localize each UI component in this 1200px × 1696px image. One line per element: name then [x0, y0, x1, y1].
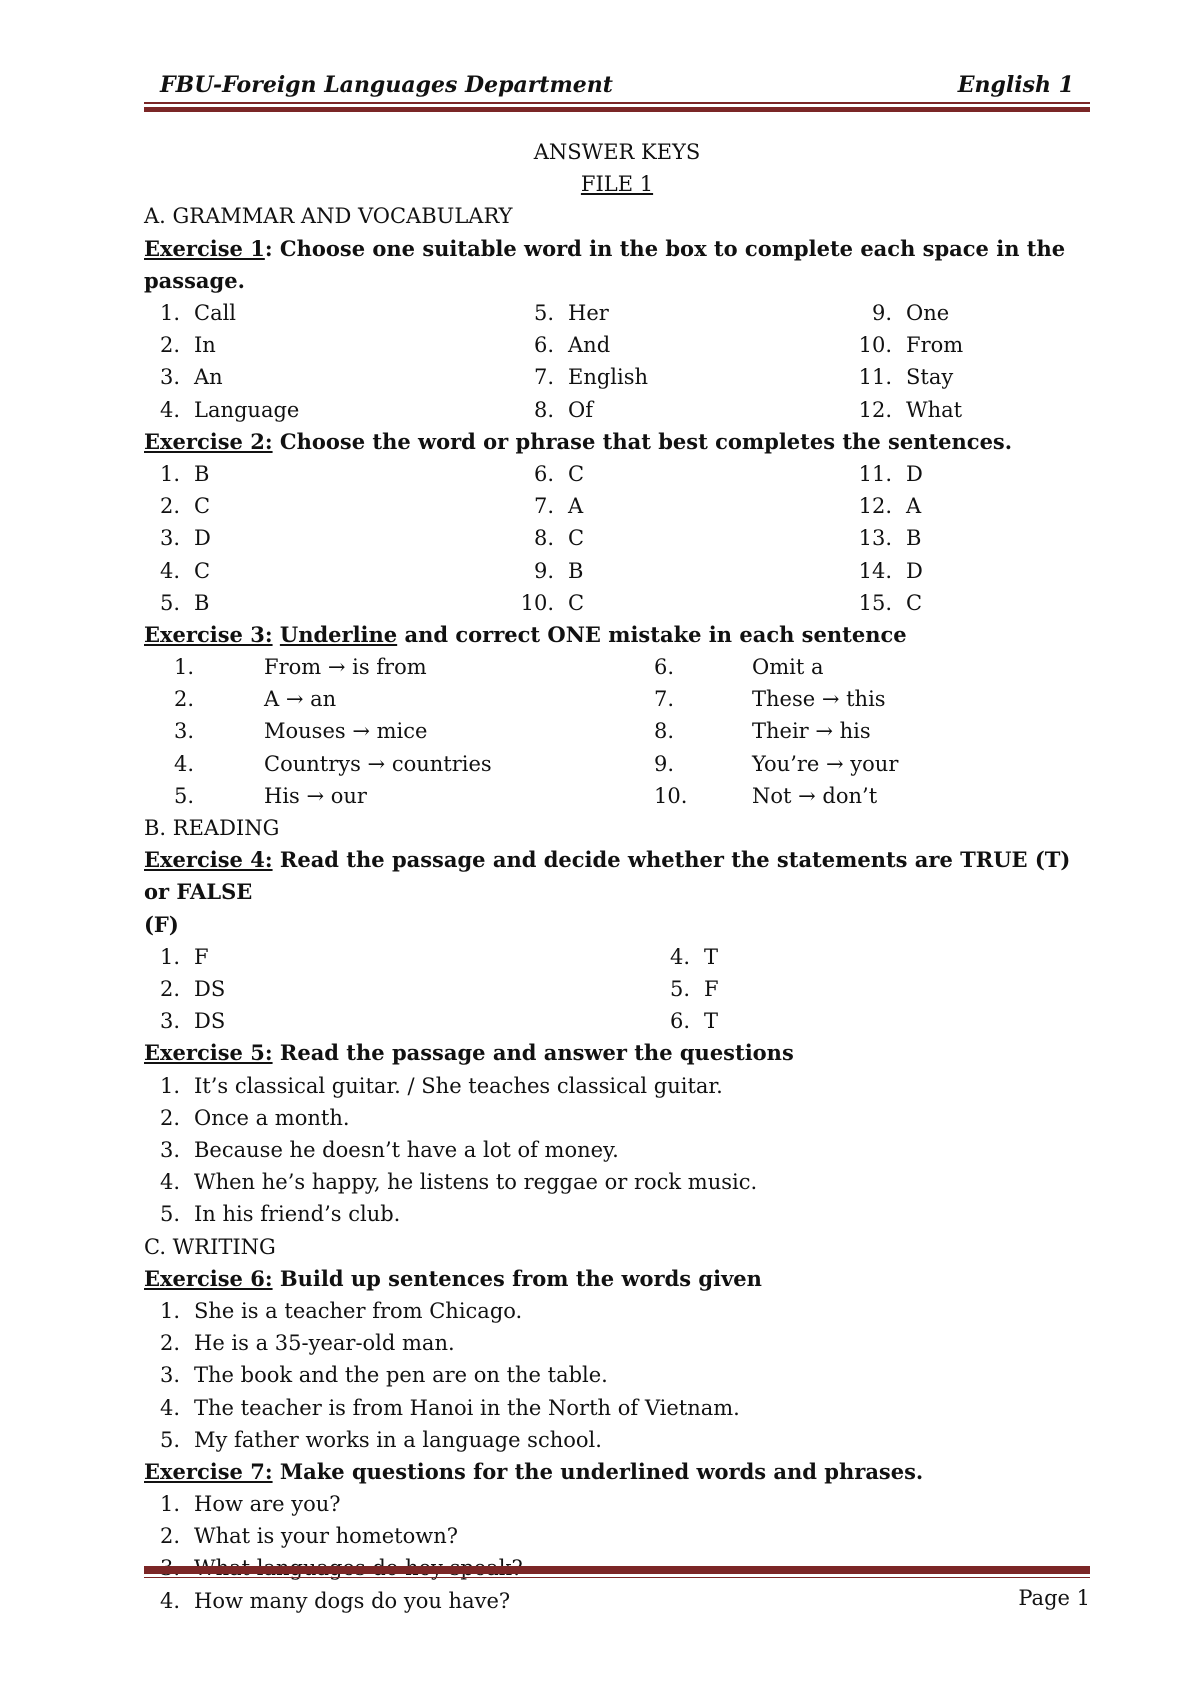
answer-text: T	[704, 944, 719, 969]
answer-text: Language	[194, 397, 300, 422]
answer-row	[144, 683, 1090, 715]
list-item	[144, 1166, 1090, 1198]
answer-text: She is a teacher from Chicago.	[194, 1298, 523, 1323]
exercise-4-heading	[144, 844, 1090, 908]
answer-number: 5.	[159, 1202, 180, 1227]
answer-text: The book and the pen are on the table.	[194, 1363, 608, 1388]
answer-text: He is a 35-year-old man.	[194, 1331, 455, 1356]
answer-text: These → this	[752, 687, 886, 712]
answer-number: 3.	[159, 1009, 180, 1034]
answer-text: When he’s happy, he listens to reggae or rock music.	[194, 1170, 758, 1195]
answer-number: 12.	[858, 494, 892, 519]
answer-item	[144, 394, 518, 426]
answer-number: 5.	[669, 977, 690, 1002]
answer-number: 8.	[533, 526, 554, 551]
answer-text: F	[194, 944, 209, 969]
answer-text: DS	[194, 1009, 226, 1034]
answer-text: His → our	[264, 783, 367, 808]
answer-row	[144, 780, 1090, 812]
answer-text: C	[906, 590, 923, 615]
answer-number: 11.	[858, 365, 892, 390]
answer-number: 3.	[174, 719, 195, 744]
answer-text: A	[906, 494, 922, 519]
list-item	[144, 1198, 1090, 1230]
answer-number: 3.	[159, 1363, 180, 1388]
answer-item	[518, 490, 856, 522]
answer-text: T	[704, 1009, 719, 1034]
footer-rule-thick	[144, 1566, 1090, 1574]
answer-number: 5.	[174, 783, 195, 808]
answer-number: 13.	[858, 526, 892, 551]
answer-text: DS	[194, 977, 226, 1002]
answer-number: 5.	[159, 590, 180, 615]
answer-item	[144, 361, 518, 393]
answer-row	[144, 748, 1090, 780]
header-rule-thick	[144, 107, 1090, 112]
answer-row	[144, 651, 1090, 683]
answer-number: 4.	[159, 1170, 180, 1195]
list-item	[144, 1102, 1090, 1134]
answer-item	[654, 683, 1090, 715]
answer-number: 14.	[858, 558, 892, 583]
answer-number: 3.	[159, 365, 180, 390]
section-b-heading: B. READING	[144, 816, 280, 841]
answer-text: And	[568, 333, 611, 358]
answer-number: 6.	[533, 333, 554, 358]
exercise-6-heading	[144, 1263, 1090, 1295]
answer-number: 12.	[858, 397, 892, 422]
answer-text: How many dogs do you have?	[194, 1588, 511, 1613]
answer-item	[144, 651, 654, 683]
answer-item	[856, 361, 1090, 393]
answer-number: 2.	[159, 1331, 180, 1356]
list-item	[144, 1424, 1090, 1456]
answer-item	[144, 297, 518, 329]
answer-number: 4.	[174, 751, 195, 776]
answer-text: D	[194, 526, 211, 551]
answer-row	[144, 715, 1090, 747]
exercise-1-heading	[144, 233, 1090, 297]
list-item	[144, 1134, 1090, 1166]
answer-text: Omit a	[752, 655, 824, 680]
answer-item	[654, 748, 1090, 780]
answer-text: Call	[194, 301, 237, 326]
exercise-4-answers	[144, 941, 1090, 1038]
answer-row	[144, 941, 1090, 973]
exercise-1-answers	[144, 297, 1090, 426]
answer-text: F	[704, 977, 719, 1002]
answer-text: From → is from	[264, 655, 427, 680]
answer-text: Mouses → mice	[264, 719, 428, 744]
answer-number: 1.	[174, 655, 195, 680]
answer-text: Once a month.	[194, 1105, 350, 1130]
exercise-3-underline-word: Underline	[279, 621, 398, 647]
answer-item	[518, 361, 856, 393]
answer-item	[856, 297, 1090, 329]
answer-number: 9.	[533, 558, 554, 583]
answer-item	[856, 490, 1090, 522]
answer-item	[654, 715, 1090, 747]
answer-item	[654, 973, 1090, 1005]
list-item	[144, 1392, 1090, 1424]
document-body	[144, 136, 1090, 1617]
page-number: Page 1	[1018, 1586, 1090, 1610]
answer-item	[856, 555, 1090, 587]
list-item	[144, 1488, 1090, 1520]
list-item	[144, 1359, 1090, 1391]
answer-item	[144, 973, 654, 1005]
answer-item	[144, 683, 654, 715]
exercise-5-answers	[144, 1070, 1090, 1231]
answer-number: 6.	[654, 655, 675, 680]
answer-row	[144, 522, 1090, 554]
page-header	[144, 72, 1090, 104]
answer-number: 2.	[159, 1105, 180, 1130]
answer-item	[518, 394, 856, 426]
answer-number: 7.	[533, 365, 554, 390]
answer-number: 4.	[159, 397, 180, 422]
answer-row	[144, 1005, 1090, 1037]
answer-text: Stay	[906, 365, 954, 390]
answer-item	[856, 458, 1090, 490]
answer-item	[144, 458, 518, 490]
exercise-1-label: Exercise 1	[144, 235, 265, 261]
answer-item	[144, 522, 518, 554]
answer-number: 8.	[654, 719, 675, 744]
answer-text: It’s classical guitar. / She teaches classical guitar.	[194, 1073, 723, 1098]
exercise-7-instruction: Make questions for the underlined words and phrases.	[272, 1458, 924, 1484]
answer-text: Because he doesn’t have a lot of money.	[194, 1138, 619, 1162]
answer-number: 9.	[654, 751, 675, 776]
answer-number: 1.	[159, 1298, 180, 1323]
answer-item	[654, 780, 1090, 812]
exercise-3-label: Exercise 3:	[144, 621, 273, 647]
answer-text: C	[194, 558, 211, 583]
exercise-2-answers	[144, 458, 1090, 619]
exercise-1-instruction: : Choose one suitable word in the box to complete each space in the passage.	[144, 235, 1066, 293]
answer-number: 4.	[159, 558, 180, 583]
answer-text: What is your hometown?	[194, 1524, 459, 1549]
answer-number: 1.	[159, 1492, 180, 1517]
answer-item	[856, 522, 1090, 554]
answer-number: 6.	[533, 461, 554, 486]
exercise-2-instruction: Choose the word or phrase that best completes the sentences.	[272, 428, 1013, 454]
answer-row	[144, 555, 1090, 587]
answer-number: 5.	[533, 301, 554, 326]
answer-text: From	[906, 333, 964, 358]
answer-text: C	[568, 526, 585, 551]
exercise-3-instruction: and correct ONE mistake in each sentence	[397, 621, 907, 647]
answer-number: 2.	[174, 687, 195, 712]
exercise-7-answers	[144, 1488, 1090, 1617]
answer-text: How are you?	[194, 1492, 341, 1517]
answer-row	[144, 587, 1090, 619]
answer-item	[856, 587, 1090, 619]
answer-number: 15.	[858, 590, 892, 615]
answer-number: 1.	[159, 944, 180, 969]
answer-text: Of	[568, 397, 593, 422]
answer-item	[144, 555, 518, 587]
answer-text: You’re → your	[752, 751, 899, 776]
header-course: English 1	[957, 72, 1074, 98]
answer-text: B	[906, 526, 922, 551]
exercise-3-answers	[144, 651, 1090, 812]
answer-text: Her	[568, 301, 609, 326]
answer-item	[144, 941, 654, 973]
section-a-heading: A. GRAMMAR AND VOCABULARY	[144, 204, 513, 229]
exercise-6-label: Exercise 6:	[144, 1265, 273, 1291]
exercise-2-label: Exercise 2:	[144, 428, 273, 454]
answer-number: 10.	[858, 333, 892, 358]
file-heading: FILE 1	[580, 172, 654, 197]
answer-text: C	[568, 590, 585, 615]
answer-item	[856, 394, 1090, 426]
answer-row	[144, 297, 1090, 329]
footer-rule-thin	[144, 1577, 1090, 1578]
answer-number: 10.	[654, 783, 688, 808]
answer-item	[518, 297, 856, 329]
answer-number: 1.	[159, 301, 180, 326]
answer-row	[144, 490, 1090, 522]
answer-number: 4.	[159, 1395, 180, 1420]
answer-text: Not → don’t	[752, 783, 878, 808]
answer-number: 11.	[858, 461, 892, 486]
answer-text: In	[194, 333, 216, 358]
answer-item	[654, 1005, 1090, 1037]
answer-item	[654, 941, 1090, 973]
answer-text: An	[194, 365, 223, 390]
answer-number: 10.	[520, 590, 554, 615]
answer-number: 4.	[159, 1588, 180, 1613]
answer-item	[518, 555, 856, 587]
answer-text: The teacher is from Hanoi in the North of Vietnam.	[194, 1395, 740, 1420]
list-item	[144, 1070, 1090, 1102]
exercise-4-label: Exercise 4:	[144, 847, 273, 873]
answer-text: A → an	[264, 687, 337, 712]
answer-row	[144, 458, 1090, 490]
answer-row	[144, 361, 1090, 393]
answer-number: 3.	[159, 1138, 180, 1162]
answer-item	[144, 780, 654, 812]
answer-number: 5.	[159, 1427, 180, 1452]
answer-item	[144, 748, 654, 780]
answer-number: 2.	[159, 494, 180, 519]
answer-row	[144, 329, 1090, 361]
exercise-2-heading	[144, 426, 1090, 458]
exercise-7-heading	[144, 1456, 1090, 1488]
doc-title: ANSWER KEYS	[533, 140, 701, 164]
answer-text: D	[906, 558, 923, 583]
answer-text: C	[194, 494, 211, 519]
answer-number: 9.	[871, 301, 892, 326]
exercise-6-answers	[144, 1295, 1090, 1456]
answer-number: 2.	[159, 977, 180, 1002]
answer-text: Countrys → countries	[264, 751, 492, 776]
answer-item	[144, 587, 518, 619]
answer-number: 7.	[533, 494, 554, 519]
exercise-5-heading	[144, 1037, 1090, 1069]
answer-item	[654, 651, 1090, 683]
answer-text: C	[568, 461, 585, 486]
answer-number: 7.	[654, 687, 675, 712]
answer-text: English	[568, 365, 649, 390]
exercise-4-instruction-cont: (F)	[144, 911, 179, 937]
answer-text: In his friend’s club.	[194, 1202, 401, 1227]
answer-item	[856, 329, 1090, 361]
list-item	[144, 1327, 1090, 1359]
answer-text: Their → his	[752, 719, 871, 744]
answer-row	[144, 394, 1090, 426]
answer-item	[518, 329, 856, 361]
header-department: FBU-Foreign Languages Department	[160, 72, 613, 98]
answer-number: 8.	[533, 397, 554, 422]
answer-item	[144, 715, 654, 747]
answer-item	[518, 522, 856, 554]
answer-number: 1.	[159, 1073, 180, 1098]
answer-item	[144, 329, 518, 361]
header-rule-thin	[144, 102, 1090, 104]
section-c-heading: C. WRITING	[144, 1234, 276, 1259]
answer-number: 2.	[159, 1524, 180, 1549]
exercise-6-instruction: Build up sentences from the words given	[272, 1265, 762, 1291]
exercise-5-label: Exercise 5:	[144, 1040, 273, 1066]
answer-item	[144, 490, 518, 522]
answer-text: One	[906, 301, 950, 326]
exercise-3-heading	[144, 619, 1090, 651]
answer-number: 2.	[159, 333, 180, 358]
answer-item	[144, 1005, 654, 1037]
answer-text: B	[194, 590, 210, 615]
answer-number: 6.	[669, 1009, 690, 1034]
list-item	[144, 1585, 1090, 1617]
answer-text: B	[568, 558, 584, 583]
exercise-7-label: Exercise 7:	[144, 1458, 273, 1484]
answer-number: 3.	[159, 526, 180, 551]
answer-text: D	[906, 461, 923, 486]
exercise-5-instruction: Read the passage and answer the questions	[272, 1040, 794, 1066]
answer-text: My father works in a language school.	[194, 1427, 602, 1452]
exercise-4-instruction: Read the passage and decide whether the statements are TRUE (T) or FALSE	[144, 847, 1071, 905]
answer-number: 1.	[159, 461, 180, 486]
answer-text: B	[194, 461, 210, 486]
answer-item	[518, 587, 856, 619]
answer-number: 4.	[669, 944, 690, 969]
list-item	[144, 1295, 1090, 1327]
answer-text: A	[568, 494, 584, 519]
answer-text: What	[906, 397, 963, 422]
answer-item	[518, 458, 856, 490]
answer-row	[144, 973, 1090, 1005]
list-item	[144, 1520, 1090, 1552]
